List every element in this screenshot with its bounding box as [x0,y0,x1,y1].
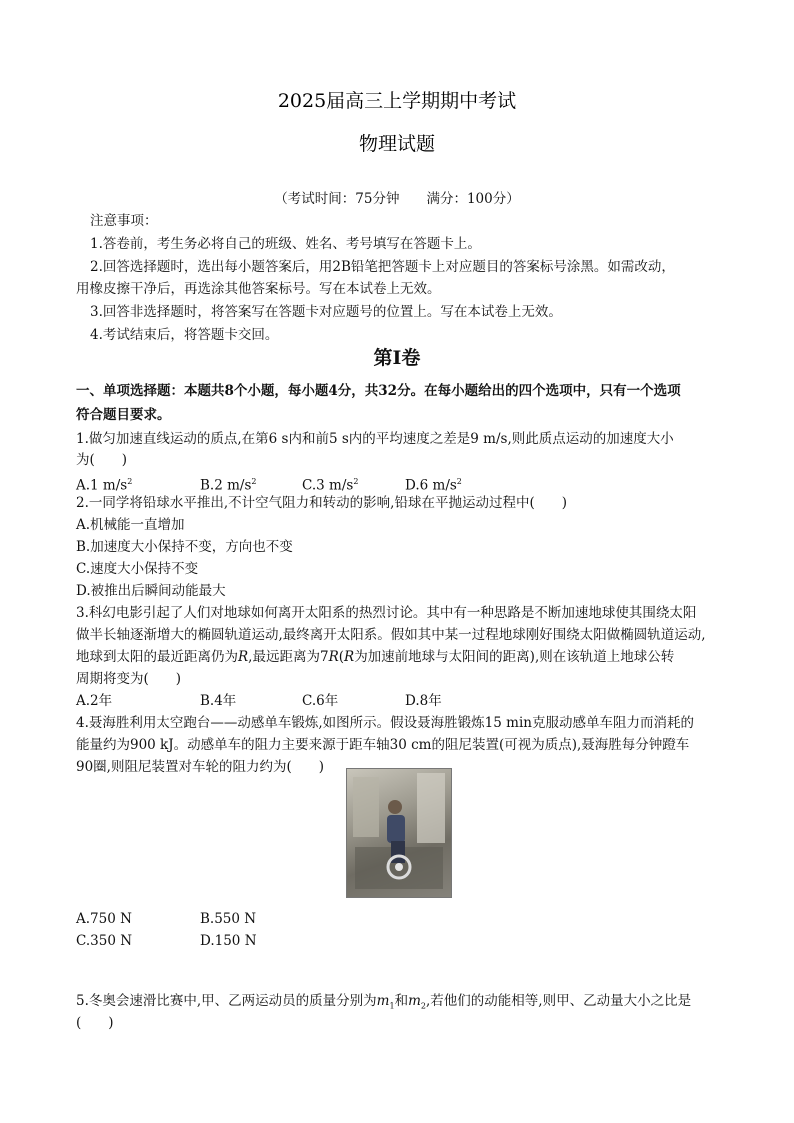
q4-option-a: A.750 N [76,911,132,927]
notice-heading: 注意事项： [90,213,158,229]
exercise-bike-photo [346,768,452,898]
q3-option-c: C.6年 [302,693,339,709]
q2-stem: 2.一同学将铅球水平推出,不计空气阻力和转动的影响,铅球在平抛运动过程中( ) [76,495,567,511]
q2-option-c: C.速度大小保持不变 [76,561,199,577]
section-title: 第Ⅰ卷 [373,347,421,369]
q1-option-c: C.3 $m/s^2$ [302,477,359,494]
q3-option-d: D.8年 [405,693,442,709]
q4-stem: 4.聂海胜利用太空跑台——动感单车锻炼,如图所示。假设聂海胜锻炼15 min克服动感单车阻力而消耗的 [76,715,694,731]
q1-option-d: D.6 $m/s^2$ [405,477,462,494]
q2-option-b: B.加速度大小保持不变，方向也不变 [76,539,293,555]
q1-stem-cont: 为( ) [76,452,128,468]
notice-item-2: 2.回答选择题时，选出每小题答案后，用2B铅笔把答题卡上对应题目的答案标号涂黑。如需改动， [90,259,675,275]
part1-heading: 一、单项选择题：本题共8个小题，每小题4分，共32分。在每小题给出的四个选项中，只有一个选项 [76,383,681,399]
q4-option-d: D.150 N [200,933,257,949]
q3-stem-3: 地球到太阳的最近距离仍为R,最远距离为7R(R为加速前地球与太阳间的距离),则在该轨道上地球公转 [76,649,675,665]
q5-stem-cont: ( ) [76,1015,114,1031]
exam-info: （考试时间：75分钟 满分：100分） [274,191,520,207]
q3-stem-2: 做半长轴逐渐增大的椭圆轨道运动,最终离开太阳系。假如其中某一过程地球刚好围绕太阳做椭圆轨道运动, [76,627,706,643]
astronaut-figure-icon [347,769,451,897]
exam-title: 2025届高三上学期期中考试 [277,90,517,112]
q4-option-b: B.550 N [200,911,257,927]
q3-stem: 3.科幻电影引起了人们对地球如何离开太阳系的热烈讨论。其中有一种思路是不断加速地球使其围绕太阳 [76,605,697,621]
part1-heading-cont: 符合题目要求。 [76,407,171,423]
notice-item-1: 1.答卷前，考生务必将自己的班级、姓名、考号填写在答题卡上。 [90,236,481,252]
notice-item-3: 3.回答非选择题时，将答案写在答题卡对应题号的位置上。写在本试卷上无效。 [90,304,562,320]
q4-stem-3: 90圈,则阻尼装置对车轮的阻力约为( ) [76,759,325,775]
q2-option-a: A.机械能一直增加 [76,517,185,533]
q1-option-a: A.1 $m/s^2$ [76,477,133,494]
q3-option-a: A.2年 [76,693,113,709]
q3-option-b: B.4年 [200,693,237,709]
q5-stem: 5.冬奥会速滑比赛中,甲、乙两运动员的质量分别为$m_1$和$m_2$,若他们的动能相等,则甲、乙动量大小之比是 [76,993,692,1011]
q4-option-c: C.350 N [76,933,133,949]
q2-option-d: D.被推出后瞬间动能最大 [76,583,226,599]
q4-stem-2: 能量约为900 kJ。动感单车的阻力主要来源于距车轴30 cm的阻尼装置(可视为质点),聂海胜每分钟蹬车 [76,737,690,753]
q1-stem: 1.做匀加速直线运动的质点,在第6 s内和前5 s内的平均速度之差是9 m/s,则此质点运动的加速度大小 [76,431,674,447]
q1-option-b: B.2 $m/s^2$ [200,477,257,494]
notice-item-4: 4.考试结束后，将答题卡交回。 [90,327,279,343]
exam-subject: 物理试题 [358,133,435,155]
q3-stem-4: 周期将变为( ) [76,671,182,687]
notice-item-2-cont: 用橡皮擦干净后，再选涂其他答案标号。写在本试卷上无效。 [76,281,441,297]
